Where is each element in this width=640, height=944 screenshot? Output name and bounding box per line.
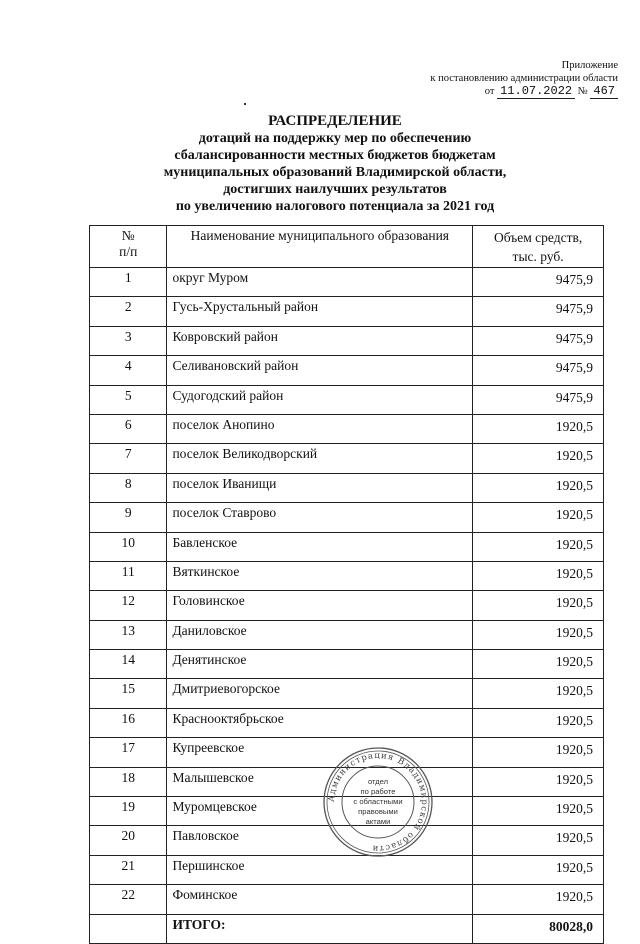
row-number: 19 (90, 797, 167, 826)
header-value (473, 226, 604, 268)
row-value: 1920,5 (473, 561, 604, 590)
table-row (90, 268, 604, 297)
row-name: Дмитриевогорское (167, 679, 473, 708)
header-value-line: тыс. руб. (512, 249, 564, 264)
row-number: 4 (90, 356, 167, 385)
total-value: 80028,0 (473, 914, 604, 943)
row-value: 1920,5 (473, 650, 604, 679)
table-row (90, 414, 604, 443)
stamp-inner-line: по работе (360, 787, 396, 796)
row-name: Денятинское (167, 650, 473, 679)
total-label: ИТОГО: (167, 914, 473, 943)
row-name: Малышевское (167, 767, 473, 796)
row-number: 18 (90, 767, 167, 796)
row-number: 22 (90, 885, 167, 914)
title-line: дотаций на поддержку мер по обеспечению (198, 131, 472, 146)
row-value: 1920,5 (473, 473, 604, 502)
total-row (90, 914, 604, 943)
row-name: Бавленское (167, 532, 473, 561)
annex-date-number (430, 85, 618, 99)
stamp-inner-line: с областными (353, 797, 403, 806)
stamp-inner-line: актами (365, 817, 391, 826)
row-name: Вяткинское (167, 561, 473, 590)
row-number: 7 (90, 444, 167, 473)
row-name: поселок Великодворский (167, 444, 473, 473)
row-name: поселок Ставрово (167, 503, 473, 532)
header-number-line: п/п (119, 244, 138, 259)
table-row (90, 444, 604, 473)
title-line: достигших наилучших результатов (223, 182, 447, 197)
row-name: Першинское (167, 855, 473, 884)
row-number: 2 (90, 297, 167, 326)
official-stamp (322, 746, 434, 858)
title-heading: РАСПРЕДЕЛЕНИЕ (268, 113, 402, 129)
table-row (90, 620, 604, 649)
table-row (90, 532, 604, 561)
table-row (90, 561, 604, 590)
row-value: 9475,9 (473, 356, 604, 385)
table-row (90, 473, 604, 502)
row-value: 9475,9 (473, 326, 604, 355)
title-line: муниципальных образований Владимирской области, (163, 165, 507, 180)
table-row (90, 708, 604, 737)
row-value: 9475,9 (473, 385, 604, 414)
document-title (150, 113, 520, 215)
table-row (90, 679, 604, 708)
row-name: Фоминское (167, 885, 473, 914)
row-number: 13 (90, 620, 167, 649)
row-name: Краснооктябрьское (167, 708, 473, 737)
annex-title: Приложение (561, 60, 618, 71)
row-value: 9475,9 (473, 297, 604, 326)
row-number: 20 (90, 826, 167, 855)
row-name: Головинское (167, 591, 473, 620)
row-name: Даниловское (167, 620, 473, 649)
table-row (90, 855, 604, 884)
row-value: 1920,5 (473, 885, 604, 914)
title-line: по увеличению налогового потенциала за 2021 год (175, 199, 495, 214)
row-name: Муромцевское (167, 797, 473, 826)
row-number: 17 (90, 738, 167, 767)
row-value: 1920,5 (473, 826, 604, 855)
table-row (90, 385, 604, 414)
row-number: 12 (90, 591, 167, 620)
stamp-inner-line: правовыми (358, 807, 398, 816)
row-number: 6 (90, 414, 167, 443)
row-value: 1920,5 (473, 679, 604, 708)
row-name: Гусь-Хрустальный район (167, 297, 473, 326)
header-value-line: Объем средств, (493, 230, 583, 245)
row-number: 21 (90, 855, 167, 884)
stamp-inner-line: отдел (367, 777, 389, 786)
table-row (90, 591, 604, 620)
row-name: поселок Анопино (167, 414, 473, 443)
table-row (90, 650, 604, 679)
row-number: 15 (90, 679, 167, 708)
stamp-ring-text: Администрация Владимирской области (326, 750, 430, 854)
table-row (90, 297, 604, 326)
decree-date: 11.07.2022 (497, 84, 575, 99)
row-number: 8 (90, 473, 167, 502)
row-name: Павловское (167, 826, 473, 855)
stray-dot (244, 103, 246, 105)
decree-number: 467 (590, 84, 618, 99)
row-name: округ Муром (167, 268, 473, 297)
table-row (90, 356, 604, 385)
row-value: 1920,5 (473, 797, 604, 826)
annex-reference: к постановлению администрации области (430, 72, 618, 84)
annex-block (430, 60, 618, 99)
row-name: Купреевское (167, 738, 473, 767)
row-value: 1920,5 (473, 708, 604, 737)
row-number: 14 (90, 650, 167, 679)
row-name: Ковровский район (167, 326, 473, 355)
header-name: Наименование муниципального образования (167, 226, 473, 268)
row-value: 9475,9 (473, 268, 604, 297)
row-number: 10 (90, 532, 167, 561)
row-number: 9 (90, 503, 167, 532)
header-number-line: № (121, 228, 135, 243)
row-value: 1920,5 (473, 738, 604, 767)
row-value: 1920,5 (473, 855, 604, 884)
row-number: 1 (90, 268, 167, 297)
header-number (90, 226, 167, 268)
row-name: Селивановский район (167, 356, 473, 385)
row-value: 1920,5 (473, 767, 604, 796)
row-value: 1920,5 (473, 620, 604, 649)
table-row (90, 885, 604, 914)
row-number: 3 (90, 326, 167, 355)
row-number: 16 (90, 708, 167, 737)
title-line: сбалансированности местных бюджетов бюджетам (174, 148, 496, 163)
row-value: 1920,5 (473, 444, 604, 473)
row-value: 1920,5 (473, 532, 604, 561)
from-label: от (484, 86, 495, 97)
row-name: Судогодский район (167, 385, 473, 414)
row-number: 11 (90, 561, 167, 590)
table-header-row (90, 226, 604, 268)
total-empty-cell (90, 914, 167, 943)
row-name: поселок Иванищи (167, 473, 473, 502)
number-label: № (577, 86, 588, 97)
table-row (90, 503, 604, 532)
row-value: 1920,5 (473, 503, 604, 532)
row-value: 1920,5 (473, 591, 604, 620)
row-value: 1920,5 (473, 414, 604, 443)
table-row (90, 326, 604, 355)
row-number: 5 (90, 385, 167, 414)
